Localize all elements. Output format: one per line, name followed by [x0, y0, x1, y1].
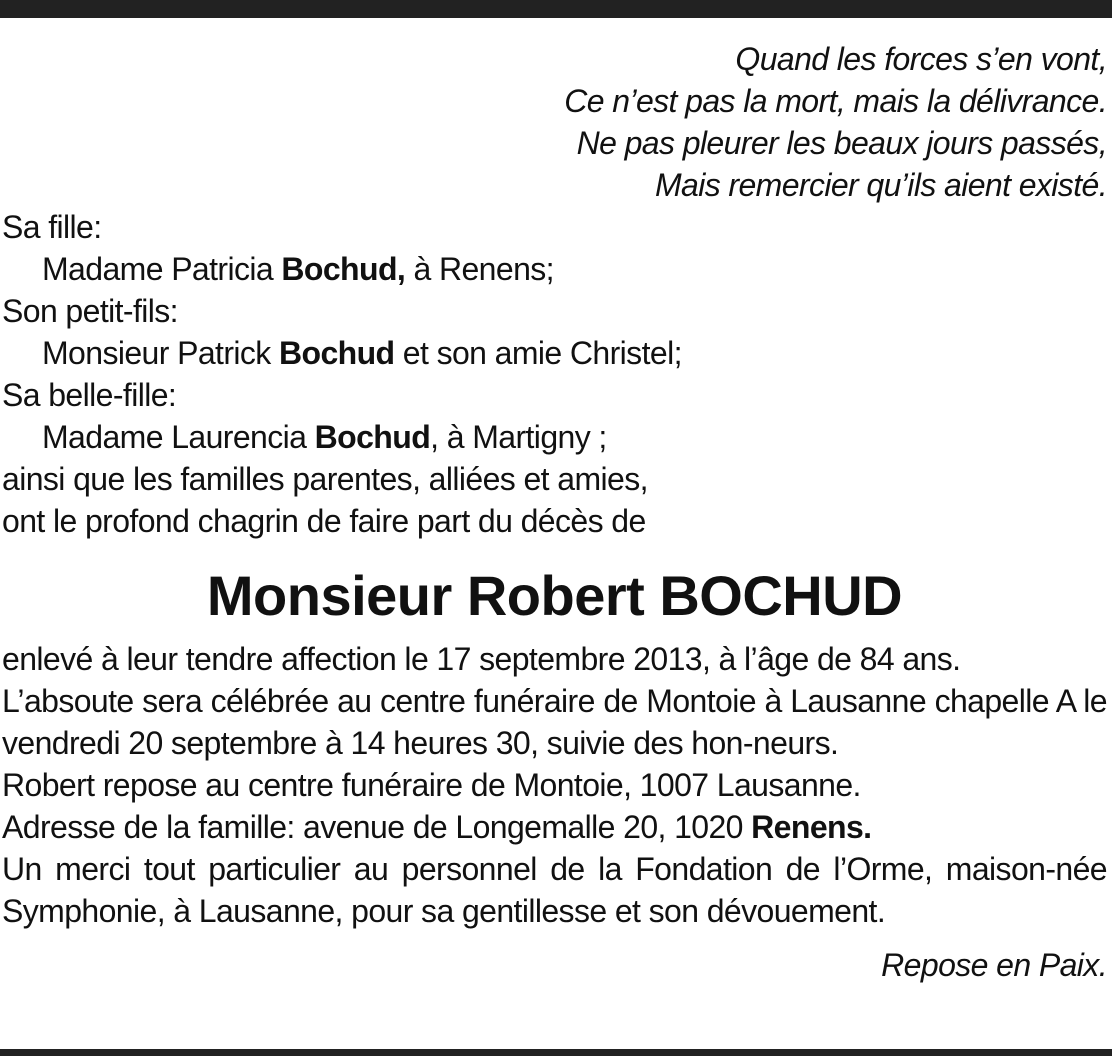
- poem: [2, 38, 1107, 206]
- grandson-label: Son petit-fils:: [2, 293, 178, 329]
- poem-line: Quand les forces s’en vont,: [735, 41, 1107, 77]
- daughter-surname: Bochud,: [281, 251, 406, 287]
- daughter-label: Sa fille:: [2, 209, 102, 245]
- daughter-in-law-label: Sa belle-fille:: [2, 377, 177, 413]
- poem-line: Mais remercier qu’ils aient existé.: [654, 167, 1107, 203]
- grandson-detail: et son amie Christel;: [394, 335, 682, 371]
- announce-line: ont le profond chagrin de faire part du décès de: [2, 503, 646, 539]
- bottom-rule: [0, 1049, 1112, 1056]
- obituary-body: [2, 638, 1107, 932]
- closing-line: Repose en Paix.: [881, 947, 1107, 983]
- thanks-paragraph: Un merci tout particulier au personnel de la Fondation de l’Orme, maison-née Symphonie, à Lausanne, pour sa gentillesse et son dévouement.: [2, 851, 1107, 929]
- top-rule: [0, 0, 1112, 18]
- daughter-in-law-name: Madame Laurencia: [42, 419, 315, 455]
- ceremony-paragraph: L’absoute sera célébrée au centre funéraire de Montoie à Lausanne chapelle A le vendredi 20 septembre à 14 heures 30, suivie des hon-neurs.: [2, 683, 1107, 761]
- families-line: ainsi que les familles parentes, alliées et amies,: [2, 461, 648, 497]
- family-address: [2, 806, 1107, 848]
- daughter-in-law-surname: Bochud: [314, 419, 431, 455]
- daughter-name: Madame Patricia: [42, 251, 282, 287]
- departed-line: enlevé à leur tendre affection le 17 septembre 2013, à l’âge de 84 ans.: [2, 641, 961, 677]
- daughter-in-law-entry: [2, 416, 1107, 458]
- grandson-entry: [2, 332, 1107, 374]
- daughter-entry: [2, 248, 1107, 290]
- deceased-name: Monsieur Robert BOCHUD: [206, 564, 903, 627]
- address-city: Renens.: [751, 809, 872, 845]
- rests-line: Robert repose au centre funéraire de Montoie, 1007 Lausanne.: [2, 767, 861, 803]
- address-text: Adresse de la famille: avenue de Longemalle 20, 1020: [2, 809, 752, 845]
- poem-line: Ne pas pleurer les beaux jours passés,: [576, 125, 1107, 161]
- poem-line: Ce n’est pas la mort, mais la délivrance.: [564, 83, 1107, 119]
- obituary-notice: [2, 38, 1107, 986]
- grandson-name: Monsieur Patrick: [42, 335, 279, 371]
- daughter-place: à Renens;: [405, 251, 554, 287]
- daughter-in-law-place: , à Martigny ;: [430, 419, 607, 455]
- family-list: [2, 206, 1107, 542]
- grandson-surname: Bochud: [279, 335, 395, 371]
